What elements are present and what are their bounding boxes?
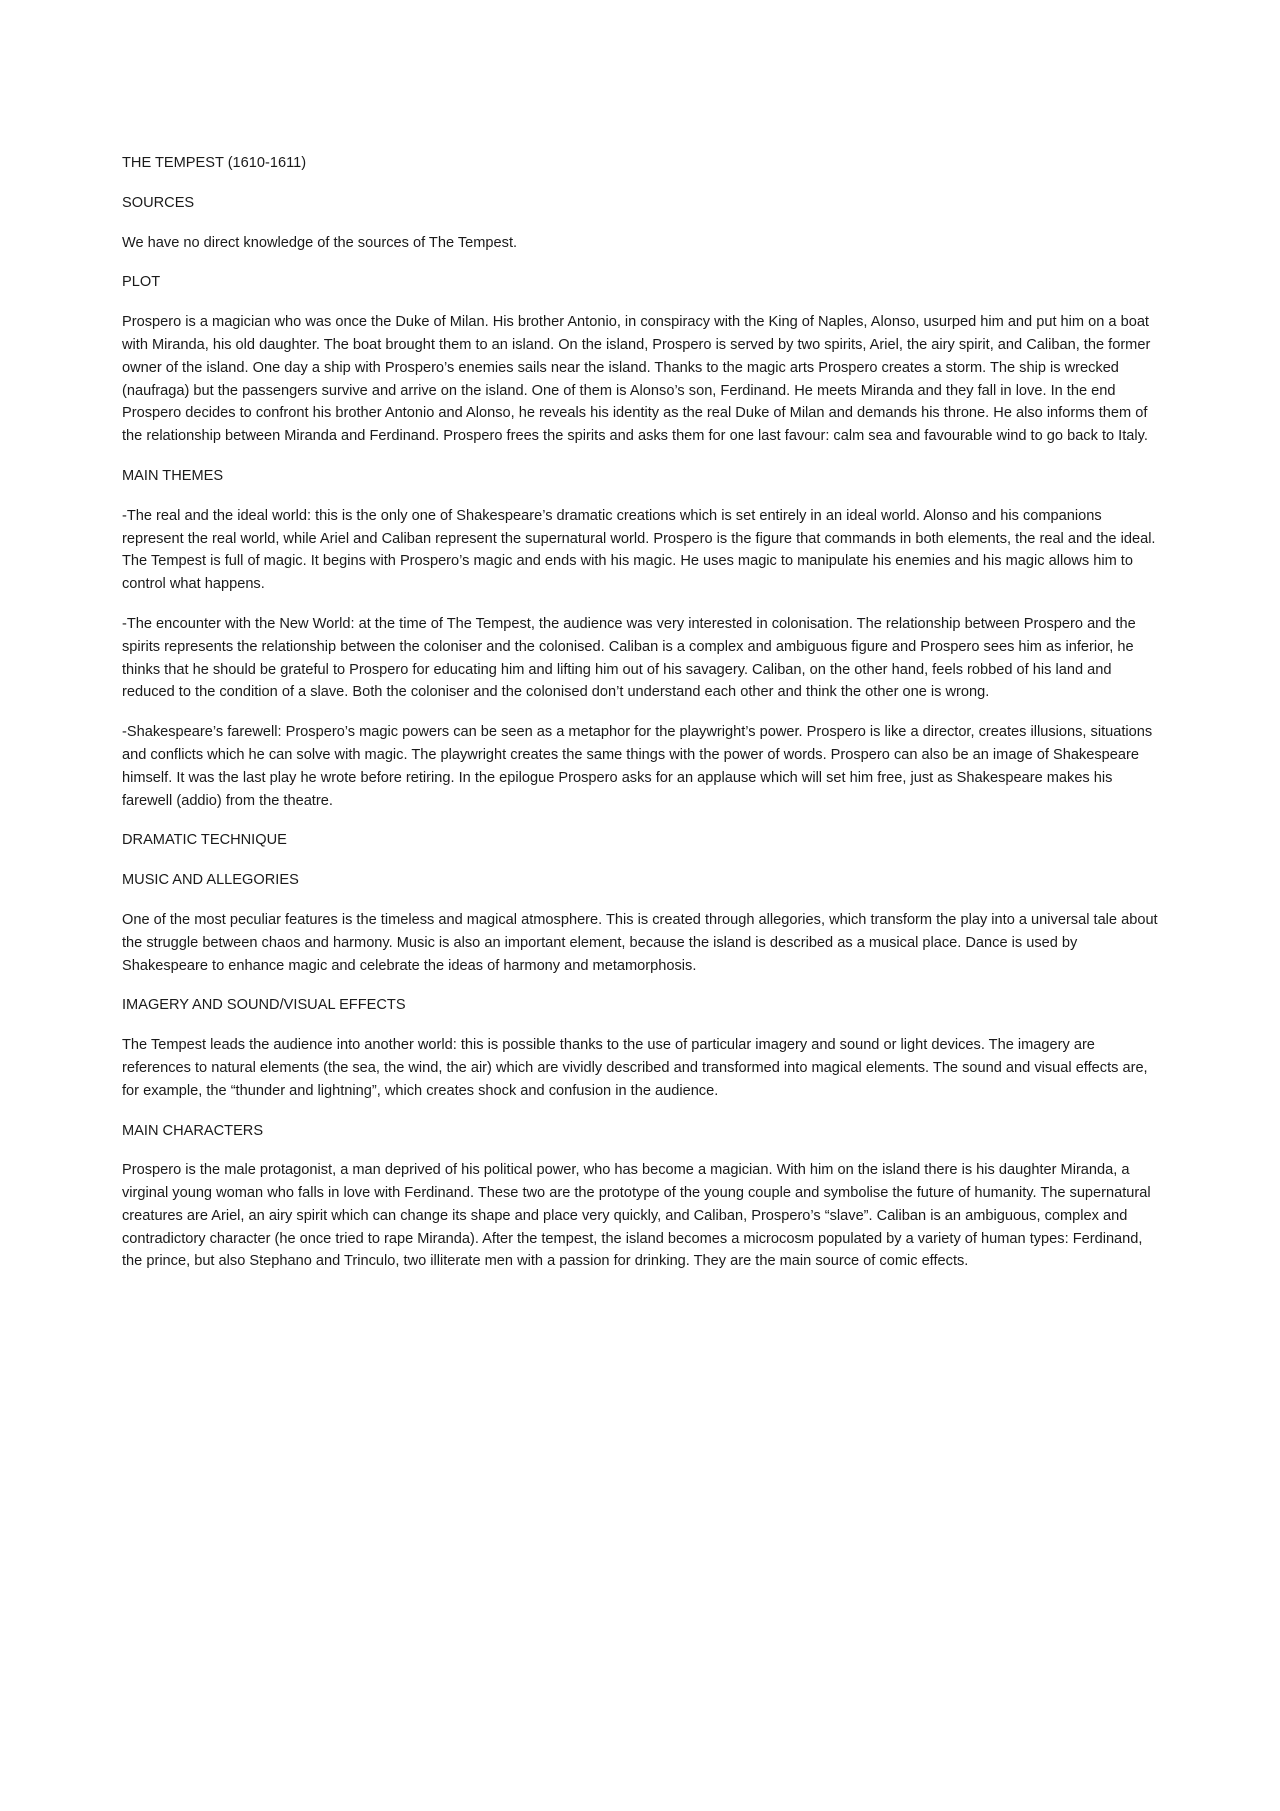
imagery-effects-paragraph: The Tempest leads the audience into another world: this is possible thanks to the use of particular imagery and sound or light devices. The imagery are references to natural elements (the sea, the wind, the air) which are vividly described and transformed into magical elements. The sound and visual effects are, for example, the “thunder and lightning”, which creates shock and confusion in the audience. — [122, 1037, 1148, 1099]
document-page — [122, 152, 1166, 1290]
document-title: THE TEMPEST (1610-1611) — [122, 155, 307, 171]
theme-new-world-paragraph: -The encounter with the New World: at the time of The Tempest, the audience was very interested in colonisation. The relationship between Prospero and the spirits represents the relationship between the coloniser and the colonised. Caliban is a complex and ambiguous figure and Prospero sees him as inferior, he thinks that he should be grateful to Prospero for educating him and lifting him out of his savagery. Caliban, on the other hand, feels robbed of his land and reduced to the condition of a slave. Both the coloniser and the colonised don’t understand each other and think the other one is wrong. — [122, 615, 1136, 701]
main-themes-heading: MAIN THEMES — [122, 467, 224, 484]
dramatic-technique-heading: DRAMATIC TECHNIQUE — [122, 832, 287, 849]
main-characters-heading: MAIN CHARACTERS — [122, 1122, 264, 1139]
music-allegories-heading: MUSIC AND ALLEGORIES — [122, 872, 299, 889]
main-characters-paragraph: Prospero is the male protagonist, a man deprived of his political power, who has become a magician. With him on the island there is his daughter Miranda, a virginal young woman who falls in love with Ferdinand. These two are the prototype of the young couple and symbolise the future of humanity. The supernatural creatures are Ariel, an airy spirit which can change its shape and place very quickly, and Caliban, Prospero’s “slave”. Caliban is an ambiguous, complex and contradictory character (he once tried to rape Miranda). After the tempest, the island becomes a microcosm populated by a variety of human types: Ferdinand, the prince, but also Stephano and Trinculo, two illiterate men with a passion for drinking. They are the main source of comic effects. — [122, 1162, 1151, 1270]
imagery-effects-heading: IMAGERY AND SOUND/VISUAL EFFECTS — [122, 997, 406, 1014]
plot-paragraph: Prospero is a magician who was once the Duke of Milan. His brother Antonio, in conspiracy with the King of Naples, Alonso, usurped him and put him on a boat with Miranda, his old daughter. The boat brought them to an island. On the island, Prospero is served by two spirits, Ariel, the airy spirit, and Caliban, the former owner of the island. One day a ship with Prospero’s enemies sails near the island. Thanks to the magic arts Prospero creates a storm. The ship is wrecked (naufraga) but the passengers survive and arrive on the island. One of them is Alonso’s son, Ferdinand. He meets Miranda and they fall in love. In the end Prospero decides to confront his brother Antonio and Alonso, he reveals his identity as the real Duke of Milan and demands his throne. He also informs them of the relationship between Miranda and Ferdinand. Prospero frees the spirits and asks them for one last favour: calm sea and favourable wind to go back to Italy. — [122, 314, 1151, 445]
theme-real-ideal-paragraph: -The real and the ideal world: this is the only one of Shakespeare’s dramatic creations which is set entirely in an ideal world. Alonso and his companions represent the real world, while Ariel and Caliban represent the supernatural world. Prospero is the figure that commands in both elements, the real and the ideal. The Tempest is full of magic. It begins with Prospero’s magic and ends with his magic. He uses magic to manipulate his enemies and his magic allows him to control what happens. — [122, 507, 1156, 593]
sources-paragraph: We have no direct knowledge of the sources of The Tempest. — [122, 234, 518, 251]
sources-heading: SOURCES — [122, 194, 195, 211]
plot-heading: PLOT — [122, 274, 161, 291]
music-allegories-paragraph: One of the most peculiar features is the timeless and magical atmosphere. This is created through allegories, which transform the play into a universal tale about the struggle between chaos and harmony. Music is also an important element, because the island is described as a musical place. Dance is used by Shakespeare to enhance magic and celebrate the ideas of harmony and metamorphosis. — [122, 911, 1158, 974]
theme-farewell-paragraph: -Shakespeare’s farewell: Prospero’s magic powers can be seen as a metaphor for the playwright’s power. Prospero is like a director, creates illusions, situations and conflicts which he can solve with magic. The playwright creates the same things with the power of words. Prospero can also be an image of Shakespeare himself. It was the last play he wrote before retiring. In the epilogue Prospero asks for an applause which will set him free, just as Shakespeare makes his farewell (addio) from the theatre. — [122, 724, 1153, 809]
